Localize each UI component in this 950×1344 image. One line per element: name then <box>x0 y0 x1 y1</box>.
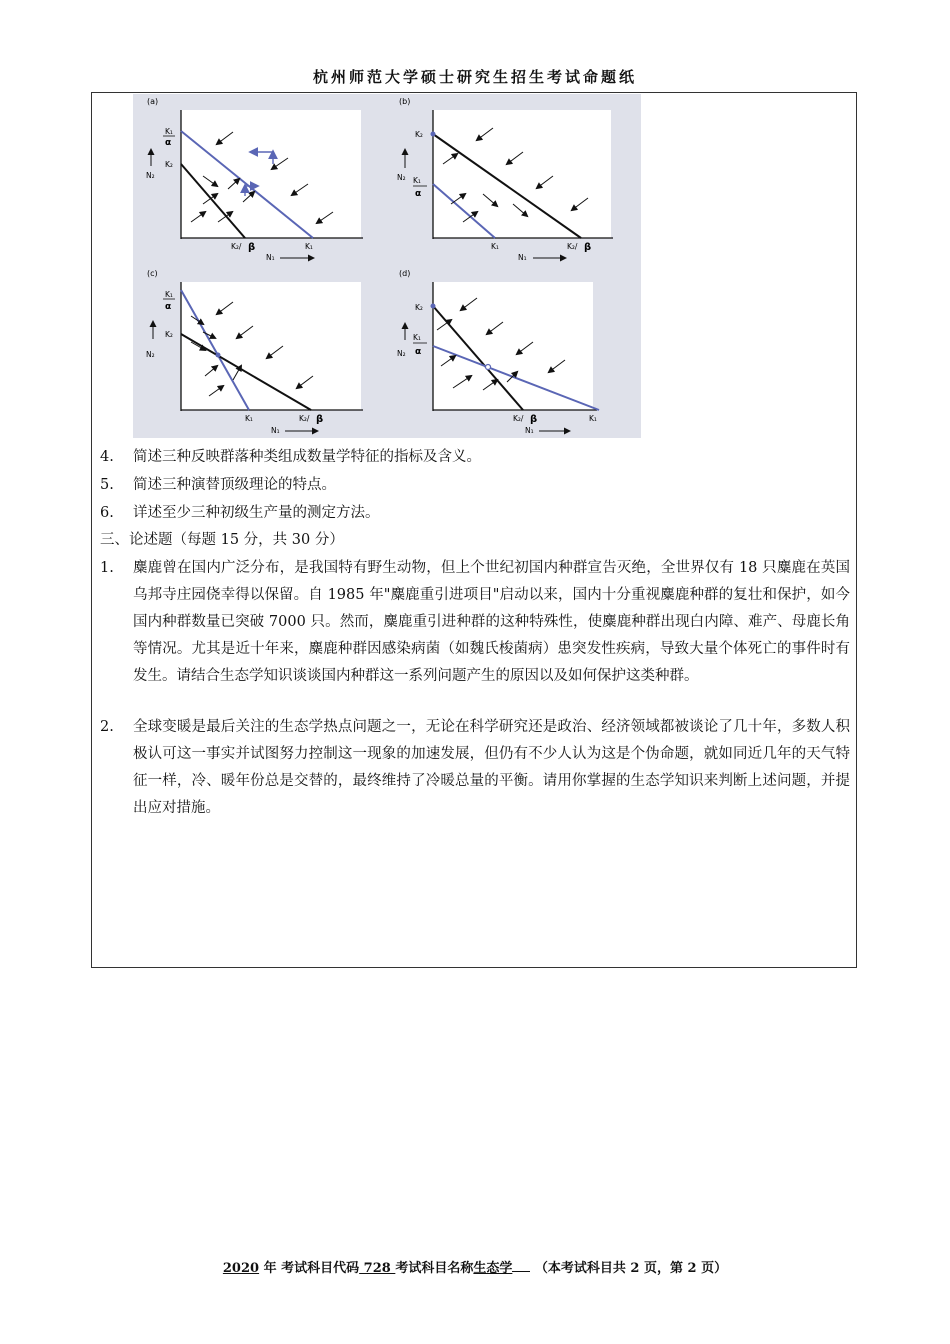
panel-a-k2beta-label: K₂/ <box>231 242 242 251</box>
panel-c-n1-axis-label: N₁ <box>271 426 280 435</box>
panel-a-n1-axis-label: N₁ <box>266 253 275 262</box>
panel-a-beta-label: β <box>248 242 256 253</box>
panel-a-n2-axis-label: N₂ <box>146 171 155 180</box>
isocline-figure <box>133 94 641 438</box>
panel-d-k1-label: K₁ <box>413 333 421 342</box>
panel-d-alpha-label: α <box>415 347 422 357</box>
essay-1-text: 麋鹿曾在国内广泛分布，是我国特有野生动物，但上个世纪初国内种群宣告灭绝，全世界仅有 18 只麋鹿在英国乌邦寺庄园侥幸得以保留。自 1985 年"麋鹿重引进项目"启动以来，国内十分重视麋鹿种群的复壮和保护，如今国内种群数量已突破 7000 只。然而，麋鹿重引进种群的这种特殊性，使麋鹿种群出现白内障、难产、母鹿长角等情况。尤其是近十年来，麋鹿种群因感染病菌（如魏氏梭菌病）患突发性疾病，导致大量个体死亡的事件时有发生。请结合生态学知识谈谈国内种群这一系列问题产生的原因以及如何保护这类种群。 <box>133 560 850 684</box>
question-6-text: 详述至少三种初级生产量的测定方法。 <box>133 505 380 521</box>
panel-d-k2-label: K₂ <box>415 303 423 312</box>
panel-b-k2beta-label: K₂/ <box>567 242 578 251</box>
panel-d-k2beta-label: K₂/ <box>513 414 524 423</box>
panel-d-n2-axis-label: N₂ <box>397 349 406 358</box>
panel-a <box>146 97 363 262</box>
footer-subject-name: 生态学 <box>473 1261 513 1276</box>
panel-c-k1-x-label: K₁ <box>245 414 253 423</box>
panel-c-beta-label: β <box>316 414 324 425</box>
panel-d <box>397 269 599 435</box>
panel-b <box>397 97 613 262</box>
panel-b-alpha-label: α <box>415 189 422 199</box>
question-5-text: 简述三种演替顶级理论的特点。 <box>133 477 336 493</box>
footer-code-label: 年 考试科目代码 <box>259 1261 360 1276</box>
panel-b-k1-x-label: K₁ <box>491 242 499 251</box>
panel-c-k2beta-label: K₂/ <box>299 414 310 423</box>
question-6 <box>100 500 850 527</box>
question-4 <box>100 444 850 471</box>
panel-b-n1-axis-label: N₁ <box>518 253 527 262</box>
page-header: 杭州师范大学硕士研究生招生考试命题纸 <box>312 68 637 86</box>
panel-b-k2-label: K₂ <box>415 130 423 139</box>
panel-a-k1-x-label: K₁ <box>305 242 313 251</box>
footer-name-label: 考试科目名称 <box>395 1261 474 1276</box>
panel-b-k1-label: K₁ <box>413 176 421 185</box>
panel-a-k1-label: K₁ <box>165 127 173 136</box>
panel-c-k2-label: K₂ <box>165 330 173 339</box>
panel-c <box>146 269 363 435</box>
footer-year: 2020 <box>222 1261 260 1276</box>
question-5 <box>100 472 850 499</box>
panel-b-beta-label: β <box>584 242 592 253</box>
page-footer <box>0 1257 950 1276</box>
panel-a-alpha-label: α <box>165 138 172 148</box>
essay-2-text: 全球变暖是最后关注的生态学热点问题之一，无论在科学研究还是政治、经济领域都被谈论了几十年，多数人积极认可这一事实并试图努力控制这一现象的加速发展，但仍有不少人认为这是个伪命题，就如同近几年的天气特征一样，冷、暖年份总是交替的，最终维持了冷暖总量的平衡。请用你掌握的生态学知识来判断上述问题，并提出应对措施。 <box>133 719 850 816</box>
panel-c-label: (c) <box>147 269 158 278</box>
panel-b-label: (b) <box>399 97 411 106</box>
panel-d-beta-label: β <box>530 414 538 425</box>
footer-code: 728 <box>359 1261 396 1276</box>
panel-d-k1-x-label: K₁ <box>589 414 597 423</box>
footer-pages: （本考试科目共 2 页，第 2 页） <box>534 1261 728 1276</box>
panel-c-alpha-label: α <box>165 302 172 312</box>
panel-b-n2-axis-label: N₂ <box>397 173 406 182</box>
essay-1-number: 1. <box>100 560 114 576</box>
essay-question-2 <box>100 714 850 822</box>
question-6-number: 6. <box>100 505 114 521</box>
essay-question-1 <box>100 555 850 690</box>
panel-d-label: (d) <box>399 269 411 278</box>
question-5-number: 5. <box>100 477 114 493</box>
panel-a-label: (a) <box>147 97 159 106</box>
panel-c-k1-label: K₁ <box>165 290 173 299</box>
panel-a-k2-label: K₂ <box>165 160 173 169</box>
essay-2-number: 2. <box>100 719 114 735</box>
panel-d-n1-axis-label: N₁ <box>525 426 534 435</box>
question-4-number: 4. <box>100 449 114 465</box>
question-4-text: 简述三种反映群落种类组成数量学特征的指标及含义。 <box>133 449 481 465</box>
panel-c-n2-axis-label: N₂ <box>146 350 155 359</box>
section-3-title: 三、论述题（每题 15 分，共 30 分） <box>100 532 344 548</box>
